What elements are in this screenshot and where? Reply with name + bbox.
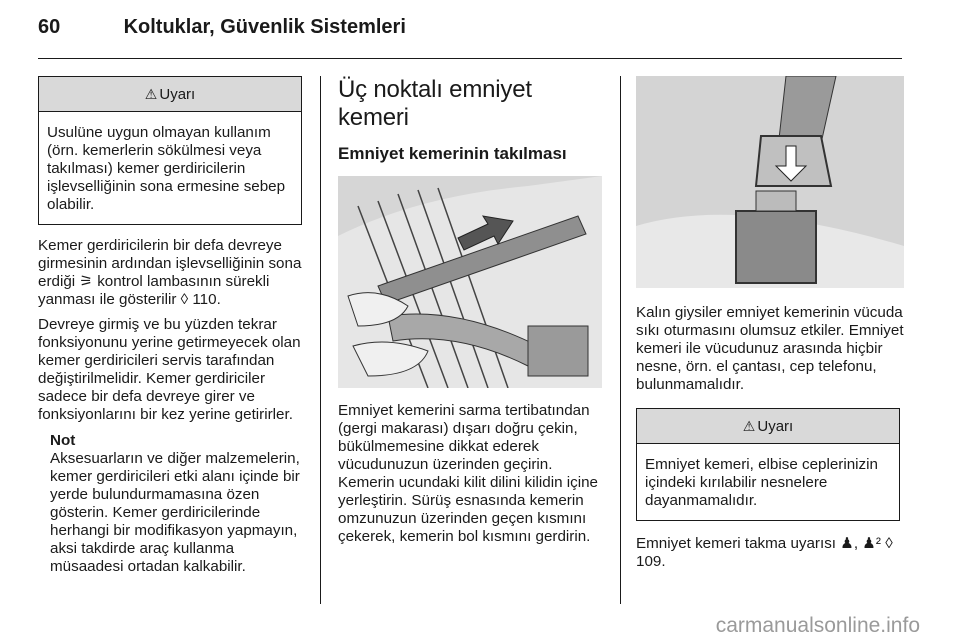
section-subheading: Emniyet kemerinin takılması	[338, 144, 567, 163]
warning-text: Emniyet kemeri, elbise ceplerinizin içindeki kırılabilir nesnelere dayanmamalıdır.	[645, 456, 878, 509]
warning-box	[38, 76, 302, 225]
buckle-icon	[636, 76, 904, 288]
warning-box	[636, 408, 900, 521]
paragraph: Kemer gerdiricilerin bir defa devreye girmesinin ardından işlevselliğinin sona erdiği ⚞ kontrol lambasının sürekli yanması ile gösterilir ◊ 110.	[38, 237, 302, 308]
note	[50, 432, 302, 576]
paragraph: Devreye girmiş ve bu yüzden tekrar fonksiyonunu yerine getirmeyecek olan kemer gerdiricileri servis tarafından değiştirilmelidir. Kemer gerdiriciler sadece bir defa devreye girer ve fonksiyonlarını bir kez yerine getirirler.	[38, 316, 301, 423]
seatbelt-buckle-illustration	[636, 76, 904, 288]
warning-title: Uyarı	[757, 418, 794, 435]
warning-triangle-icon: ⚠	[144, 86, 158, 102]
note-text: Aksesuarların ve diğer malzemelerin, kemer gerdiricileri etki alanı içinde bir yerde bulundurmamasına özen gösterin. Kemer gerdiricilerinde herhangi bir modifikasyon yapmayın, aksi takdirde araç kullanma müsaadesi ortadan kalkabilir.	[50, 450, 300, 575]
page-header	[38, 16, 406, 39]
page-number: 60	[38, 16, 61, 38]
column-3	[636, 76, 906, 571]
warning-header	[39, 77, 301, 112]
warning-header	[637, 409, 899, 444]
column-divider	[620, 76, 621, 604]
paragraph: Emniyet kemeri takma uyarısı ♟, ♟² ◊ 109.	[636, 535, 893, 570]
warning-triangle-icon: ⚠	[742, 418, 756, 434]
header-rule	[38, 58, 902, 59]
chapter-title: Koltuklar, Güvenlik Sistemleri	[123, 16, 406, 38]
note-title: Not	[50, 432, 76, 449]
column-divider	[320, 76, 321, 604]
seatbelt-fastening-illustration	[338, 176, 602, 388]
section-heading: Üç noktalı emniyet kemeri	[338, 76, 532, 131]
column-2	[338, 76, 602, 546]
seatbelt-fastening-icon	[338, 176, 602, 388]
warning-title: Uyarı	[159, 86, 196, 103]
column-1	[38, 76, 302, 576]
warning-text: Usulüne uygun olmayan kullanım (örn. kemerlerin sökülmesi veya takılması) kemer gerdiricilerin işlevselliğinin sona ermesine sebep olabilir.	[47, 124, 286, 213]
paragraph: Emniyet kemerini sarma tertibatından (gergi makarası) dışarı doğru çekin, bükülmemesine dikkat ederek vücudunuzun üzerinden geçirin. Kemerin ucundaki kilit dilini kilidin içine yerleştirin. Sürüş esnasında kemerin omzunuzun üzerinden geçen kısmını çekerek, kemerin bol kısmını gerdirin.	[338, 402, 598, 545]
paragraph: Kalın giysiler emniyet kemerinin vücuda sıkı oturmasını olumsuz etkiler. Emniyet kemeri ile vücudunuz arasında hiçbir nesne, örn. el çantası, cep telefonu, bulunmamalıdır.	[636, 304, 904, 393]
watermark: carmanualsonline.info	[715, 614, 920, 637]
